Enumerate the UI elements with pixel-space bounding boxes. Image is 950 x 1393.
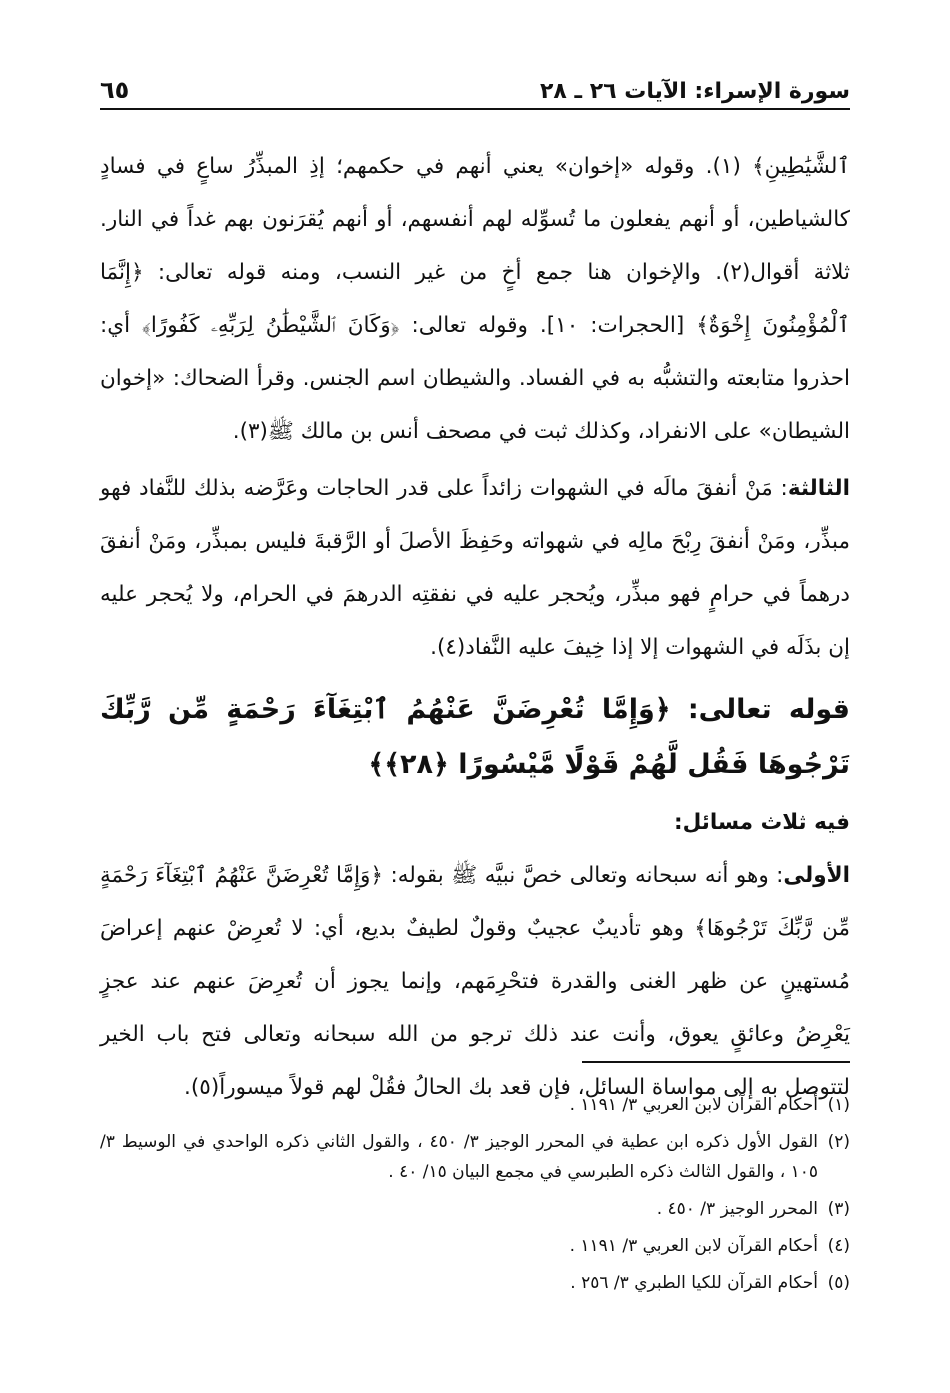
running-header (100, 62, 850, 110)
main-text (100, 140, 850, 1114)
paragraph-1-text: ٱلشَّيَٰطِينِ﴾ (١). وقوله «إخوان» يعني أنهم في حكمهم؛ إذِ المبذِّرُ ساعٍ في فسادٍ كالشياطين، أو أنهم يفعلون ما تُسوِّله لهم أنفسهم، أو أنهم يُقرَنون بهم غداً في النار. ثلاثة أقوال(٢). والإخوان هنا جمع أخٍ من غير النسب، ومنه قوله تعالى: ﴿إِنَّمَا ٱلْمُؤْمِنُونَ إِخْوَةٌ﴾ [الحجرات: ١٠]. وقوله تعالى: ﴿وَكَانَ ٱلشَّيْطَٰنُ لِرَبِّهِۦ كَفُورًا﴾ أي: احذروا متابعته والتشبُّه به في الفساد. والشيطان اسم الجنس. وقرأ الضحاك: «إخوان الشيطان» على الانفراد، وكذلك ثبت في مصحف أنس بن مالك ﷺ(٣). (100, 154, 851, 444)
verse-label: قوله تعالى: (687, 694, 850, 725)
footnote-number: (١) (827, 1095, 850, 1115)
footnote (100, 1090, 850, 1120)
third-issue-label: الثالثة (787, 476, 850, 501)
footnotes (100, 1090, 850, 1305)
footnote-text: أحكام القرآن لابن العربي ٣/ ١١٩١ . (569, 1236, 818, 1256)
paragraph-third-issue (100, 462, 850, 674)
paragraph-first-issue (100, 849, 850, 1114)
footnote (100, 1231, 850, 1261)
footnote-text: القول الأول ذكره ابن عطية في المحرر الوجيز ٣/ ٤٥٠ ، والقول الثاني ذكره الواحدي في الوسيط ٣/ ١٠٥ ، والقول الثالث ذكره الطبرسي في مجمع البيان ١٥/ ٤٠ . (100, 1132, 818, 1182)
page-number: ٦٥ (100, 76, 130, 104)
issues-heading: فيه ثلاث مسائل: (674, 810, 850, 835)
header-title: سورة الإسراء: الآيات ٢٦ ـ ٢٨ (539, 79, 850, 104)
footnote-separator (582, 1061, 850, 1063)
footnote (100, 1127, 850, 1187)
footnote-number: (٥) (827, 1273, 850, 1293)
footnote-text: أحكام القرآن لابن العربي ٣/ ١١٩١ . (569, 1095, 818, 1115)
footnote-number: (٤) (827, 1236, 850, 1256)
footnote-text: المحرر الوجيز ٣/ ٤٥٠ . (656, 1199, 818, 1219)
first-issue-label: الأولى (783, 863, 850, 888)
verse-text: ﴿وَإِمَّا تُعْرِضَنَّ عَنْهُمُ ٱبْتِغَآءَ رَحْمَةٍ مِّن رَّبِّكَ تَرْجُوهَا فَقُل لَّهُمْ قَوْلًا مَّيْسُورًا ﴿٢٨﴾﴾ (100, 694, 850, 780)
footnote-number: (٣) (827, 1199, 850, 1219)
third-issue-text: : مَنْ أنفقَ مالَه في الشهوات زائداً على قدر الحاجات وعَرَّضه بذلك للنَّفاد فهو مبذِّر، ومَنْ أنفقَ رِبْحَ مالِه في شهواته وحَفِظَ الأصلَ أو الرَّقبةَ فليس بمبذِّر، ومَنْ أنفقَ درهماً في حرامٍ فهو مبذِّر، ويُحجر عليه في نفقتِه الدرهمَ في الحرام، ولا يُحجر عليه إن بذَلَه في الشهوات إلا إذا خِيفَ عليه النَّفاد(٤). (100, 476, 850, 660)
footnote (100, 1194, 850, 1224)
footnote-number: (٢) (827, 1132, 850, 1152)
verse-block (100, 682, 850, 792)
first-issue-text: : وهو أنه سبحانه وتعالى خصَّ نبيَّه ﷺ بقوله: ﴿وَإِمَّا تُعْرِضَنَّ عَنْهُمُ ٱبْتِغَآءَ رَحْمَةٍ مِّن رَّبِّكَ تَرْجُوهَا﴾ وهو تأديبٌ عجيبٌ وقولٌ لطيفٌ بديع، أي: لا تُعرِضْ عنهم إعراضَ مُستهينٍ عن ظهر الغنى والقدرة فتحْرِمَهم، وإنما يجوز أن تُعرِضَ عنهم عند عجزٍ يَعْرِضُ وعائقٍ يعوق، وأنت عند ذلك ترجو من الله سبحانه وتعالى فتح باب الخير لتتوصل به إلى مواساة السائل، فإن قعد بك الحالُ فقُلْ لهم قولاً ميسوراً(٥). (100, 863, 850, 1100)
footnote-text: أحكام القرآن للكيا الطبري ٣/ ٢٥٦ . (570, 1273, 818, 1293)
footnote (100, 1268, 850, 1298)
paragraph-1 (100, 140, 850, 458)
